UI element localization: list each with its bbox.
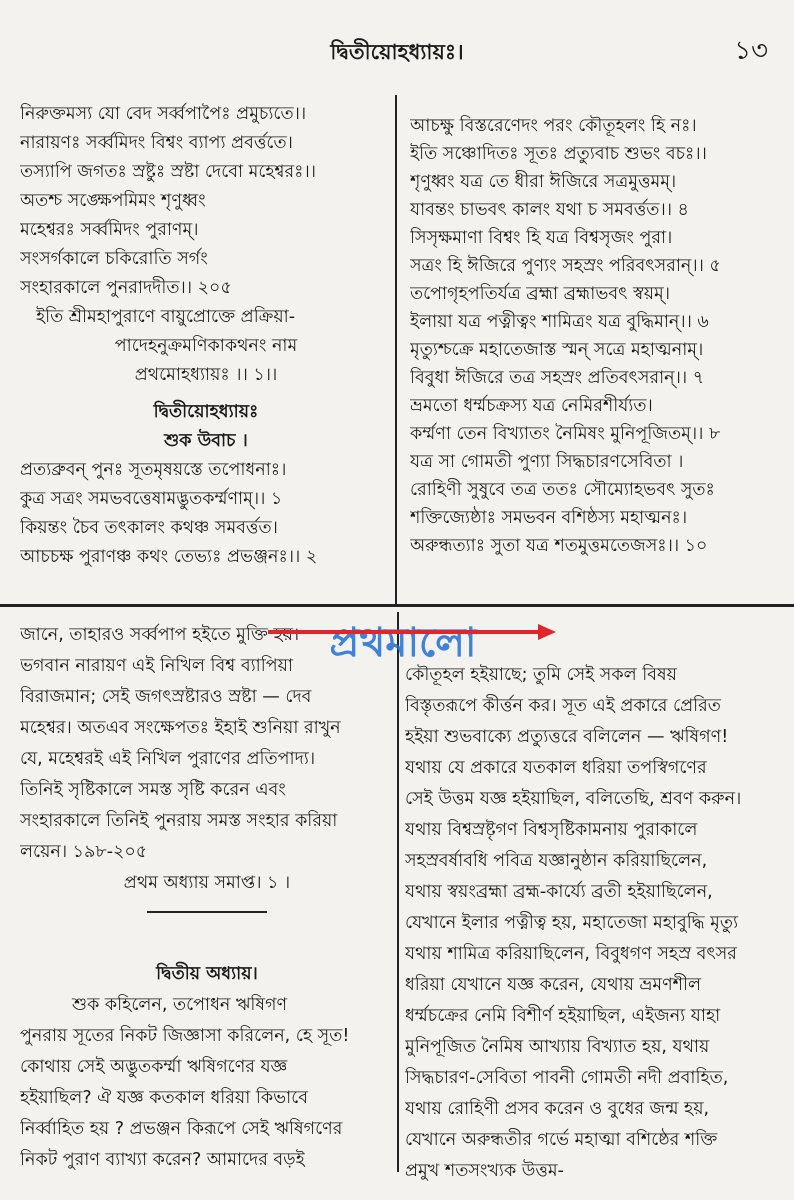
verse-line: অরুন্ধত্যাঃ সুতা যত্র শতমুত্তমতেজসঃ।। ১০ — [410, 536, 708, 556]
translation-line: যথায় শামিত্র করিয়াছিলেন, বিবুধগণ সহস্র বৎসর — [405, 944, 737, 964]
translation-line: কোথায় সেই অদ্ভুতকর্ম্মা ঋষিগণের যজ্ঞ — [20, 1057, 288, 1077]
chapter-end-note: প্রথম অধ্যায় সমাপ্ত। ১ । — [123, 873, 291, 893]
verse-line: মহেশ্বরঃ সর্ব্বমিদং পুরাণম্। — [20, 220, 199, 240]
verse-line: কর্ম্মণা তেন বিখ্যাতং নৈমিষং মুনিপূজিতম্।। ৮ — [410, 424, 721, 444]
translation-line: মহেশ্বর। অতএব সংক্ষেপতঃ ইহাই শুনিয়া রাখুন — [20, 718, 341, 738]
translation-line: সহস্রবর্ষাবধি পবিত্র যজ্ঞানুষ্ঠান করিয়াছিলেন, — [405, 851, 708, 871]
verse-line: যত্র সা গোমতী পুণ্যা সিদ্ধচারণসেবিতা । — [410, 452, 684, 472]
translation-line: পুনরায় সূতের নিকট জিজ্ঞাসা করিলেন, হে সূত! — [20, 1026, 350, 1046]
verse-line: শৃণুধ্বং যত্র তে ধীরা ঈজিরে সত্রমুত্তমম্। — [410, 172, 677, 192]
page-number: ১৩ — [734, 36, 768, 66]
sanskrit-column-left — [20, 100, 392, 572]
translation-line: নিকট পুরাণ ব্যাখ্যা করেন? আমাদের বড়ই — [20, 1150, 305, 1170]
translation-column-right — [405, 660, 790, 1187]
chapter-heading: দ্বিতীয়োহধ্যায়ঃ — [153, 402, 259, 422]
colophon-line: পাদেহনুক্রমণিকাকথনং নাম — [114, 336, 298, 356]
verse-line: নারায়ণঃ সর্ব্বমিদং বিশ্বং ব্যাপ্য প্রবর্ত্ততে। — [20, 133, 293, 153]
translation-line: যেখানে ইলার পত্নীত্ব হয়, মহাতেজা মহাবুদ্ধি মৃত্যু — [405, 913, 739, 933]
translation-line: হইয়া শুভবাক্যে প্রত্যুত্তরে বলিলেন — ঋষিগণ! — [405, 727, 729, 747]
translation-line: জানে, তাহারও সর্ব্বপাপ হইতে মুক্তি হয়। — [20, 625, 300, 645]
verse-line: আচচক্ষ পুরাণঞ্চ কথং তেভ্যঃ প্রভঞ্জনঃ।। ২ — [20, 547, 318, 567]
verse-line: আচক্ষু বিস্তরেণেদং পরং কৌতূহলং হি নঃ। — [410, 116, 697, 136]
verse-line: নিরুক্তমস্য যো বেদ সর্ব্বপাপৈঃ প্রমুচ্যতে।। — [20, 104, 307, 124]
translation-line: ভগবান নারায়ণ এই নিখিল বিশ্ব ব্যাপিয়া — [20, 656, 293, 676]
translation-line: ধর্ম্মচক্রের নেমি বিশীর্ণ হইয়াছিল, এইজন্য যাহা — [405, 1006, 721, 1026]
translation-line: প্রমুখ শতসংখ্যক উত্তম- — [405, 1161, 564, 1181]
verse-line: শক্তিজ্যেষ্ঠাঃ সমভবন বশিষ্ঠস্য মহাত্মনঃ। — [410, 508, 688, 528]
watermark-logo — [238, 604, 568, 684]
column-divider-top — [395, 95, 397, 605]
translation-line: মুনিপূজিত নৈমিষ আখ্যায় বিখ্যাত হয়, যথায় — [405, 1037, 710, 1057]
verse-line: অতশ্চ সঙ্ক্ষেপমিমং শৃণুধ্বং — [20, 191, 206, 211]
translation-line: সিদ্ধচারণ-সেবিতা পাবনী গোমতী নদী প্রবাহিত, — [405, 1068, 729, 1088]
watermark-text: প্রথমালো — [329, 620, 477, 666]
translation-line: যথায় বিশ্বস্রষ্টৃগণ বিশ্বসৃষ্টিকামনায় পুরাকালে — [405, 820, 698, 840]
verse-line: সংসর্গকালে চকিরোতি সর্গং — [20, 249, 208, 269]
column-divider-bottom — [397, 612, 399, 1172]
speaker-heading: শুক উবাচ । — [164, 431, 248, 451]
translation-line: নির্ব্বাহিত হয় ? প্রভঞ্জন কিরূপে সেই ঋষিগণের — [20, 1119, 343, 1139]
chapter-end-rule — [147, 911, 267, 913]
running-header: দ্বিতীয়োহধ্যায়ঃ। — [330, 40, 464, 64]
translation-line: তিনিই সৃষ্টিকালে সমস্ত সৃষ্টি করেন এবং — [20, 780, 286, 800]
translation-line: সংহারকালে তিনিই পুনরায় সমস্ত সংহার করিয়া — [20, 811, 338, 831]
verse-line: ইলায়া যত্র পত্নীত্বং শামিত্রং যত্র বুদ্ধিমান্।। ৬ — [410, 312, 709, 332]
translation-line: সেই উত্তম যজ্ঞ হইয়াছিল, বলিতেছি, শ্রবণ করুন। — [405, 789, 742, 809]
colophon-line: ইতি শ্রীমহাপুরাণে বায়ুপ্রোক্তে প্রক্রিয়া- — [36, 307, 296, 327]
verse-line: কিয়ন্তং চৈব তৎকালং কথঞ্চ সমবর্ত্তত। — [20, 518, 278, 538]
watermark-arrowhead-icon — [538, 624, 556, 640]
translation-line: বিরাজমান; সেই জগৎস্রষ্টারও স্রষ্টা — দেব — [20, 687, 312, 707]
verse-line: ইতি সঞ্চোদিতঃ সূতঃ প্রত্যুবাচ শুভং বচঃ।। — [410, 144, 707, 164]
verse-line: সিসৃক্ষমাণা বিশ্বং হি যত্র বিশ্বসৃজং পুরা। — [410, 228, 673, 248]
verse-line: মৃত্যুশ্চক্রে মহাতেজাস্ত স্মন্ সত্রে মহাত্মনাম্। — [410, 340, 704, 360]
colophon-line: প্রথমোহধ্যায়ঃ ।। ১।। — [134, 365, 278, 385]
translation-line: বিস্তৃতরূপে কীর্ত্তন কর। সূত এই প্রকারে প্রেরিত — [405, 696, 721, 716]
translation-line: যথায় রোহিণী প্রসব করেন ও বুধের জন্ম হয়, — [405, 1099, 710, 1119]
sanskrit-column-right — [410, 112, 792, 560]
translation-line: যে, মহেশ্বরই এই নিখিল পুরাণের প্রতিপাদ্য। — [20, 749, 316, 769]
verse-line: বিবুধা ঈজিরে তত্র সহস্রং প্রতিবৎসরান্।। ৭ — [410, 368, 705, 388]
translation-line: যথায় যে প্রকারে যতকাল ধরিয়া তপস্বিগণের — [405, 758, 707, 778]
translation-line: শুক কহিলেন, তপোধন ঋষিগণ — [72, 995, 288, 1015]
verse-line: তস্যাপি জগতঃ স্রষ্টুঃ স্রষ্টা দেবো মহেশ্বরঃ।। — [20, 162, 317, 182]
verse-line: কুত্র সত্রং সমভবত্তেষামদ্ভুতকর্ম্মণাম্।। ১ — [20, 489, 283, 509]
verse-line: যাবন্তং চাভবৎ কালং যথা চ সমবর্ত্তত।। ৪ — [410, 200, 689, 220]
translation-line: যথায় স্বয়ংব্রহ্মা ব্রহ্ম-কার্য্যে ব্রতী হইয়াছিলেন, — [405, 882, 713, 902]
translation-line: কৌতূহল হইয়াছে; তুমি সেই সকল বিষয় — [405, 665, 677, 685]
translation-column-left — [20, 620, 394, 1176]
translation-line: ধরিয়া যেখানে যজ্ঞ করেন, যেথায় ভ্রমণশীল — [405, 975, 702, 995]
verse-line: রোহিণী সুষুবে তত্র ততঃ সৌম্যোহভবৎ সুতঃ — [410, 480, 715, 500]
translation-line: যেখানে অরুন্ধতীর গর্ভে মহাত্মা বশিষ্ঠের শক্তি — [405, 1130, 718, 1150]
verse-line: তপোগৃহপতির্যত্র ব্রহ্মা ব্রহ্মাভবৎ স্বয়ম্। — [410, 284, 670, 304]
translation-line: হইয়াছিল? ঐ যজ্ঞ কতকাল ধরিয়া কিভাবে — [20, 1088, 309, 1108]
verse-line: প্রত্যব্রুবন্ পুনঃ সূতমৃষয়স্তে তপোধনাঃ। — [20, 460, 287, 480]
verse-line: ভ্রমতো ধর্ম্মচক্রস্য যত্র নেমিরশীর্য্যত। — [410, 396, 653, 416]
translation-line: লয়েন। ১৯৮-২০৫ — [20, 842, 148, 862]
verse-line: সংহারকালে পুনরাদদীত।। ২০৫ — [20, 278, 232, 298]
chapter-heading: দ্বিতীয় অধ্যায়। — [156, 964, 258, 984]
verse-line: সত্রং হি ঈজিরে পুণ্যং সহস্রং পরিবৎসরান্।। ৫ — [410, 256, 721, 276]
